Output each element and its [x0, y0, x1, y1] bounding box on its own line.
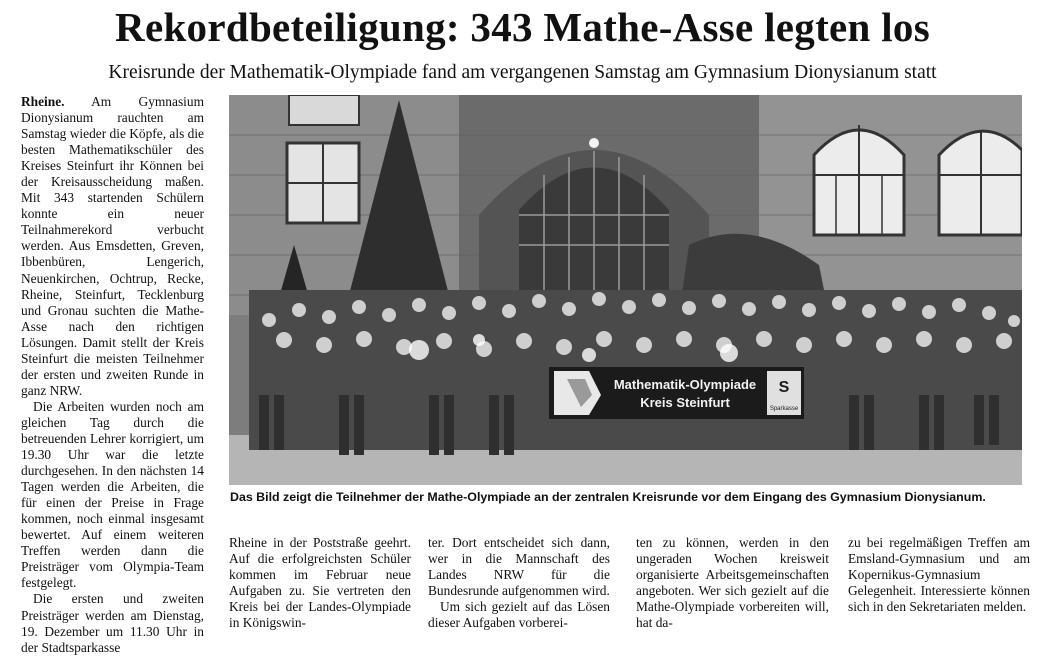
article-column-1 — [21, 94, 204, 656]
subheadline: Kreisrunde der Mathematik-Olympiade fand am vergangenen Samstag am Gymnasium Dionysianum statt — [108, 62, 937, 83]
group-photo — [229, 95, 1022, 485]
paragraph-col2: Rheine in der Poststraße geehrt. Auf die erfolgreichsten Schüler kommen im Februar neue Aufgaben zu. Sie vertreten den Kreis bei der Landes-Olympiade in Königswin- — [229, 535, 411, 631]
article-column-2 — [229, 535, 411, 631]
banner-title: Mathematik-Olympiade — [613, 377, 757, 392]
paragraph-col5: zu bei regelmäßigen Treffen am Emsland-Gymnasium und am Kopernikus-Gymnasium Gelegenheit. Interessierte können sich in den Sekretariaten melden. — [848, 535, 1030, 615]
paragraph-correction: Die Arbeiten wurden noch am gleichen Tag durch die betreuenden Lehrer korrigiert, um 19.30 Uhr war die letzte durchgesehen. In den nächsten 14 Tagen werden die Arbeiten, die für einen der Preise in Frage kommen, noch einmal insgesamt bewertet. Auf einem weiteren Treffen werden dann die Preisträger vom Olympia-Team festgelegt. — [21, 398, 204, 591]
paragraph-col3-b: Um sich gezielt auf das Lösen dieser Aufgaben vorberei- — [428, 599, 610, 631]
svg-text:S: S — [778, 379, 790, 396]
paragraph-intro-text: Am Gymnasium Dionysianum rauchten am Samstag wieder die Köpfe, als die besten Mathematikschüler des Kreises Steinfurt ihr Können bei der Kreisausscheidung maßen. Mit 343 startenden Schülern konnte ein neuer Teilnahmerekord verbucht werden. Aus Emsdetten, Greven, Ibbenbüren, Lengerich, Neuenkirchen, Ochtrup, Recke, Rheine, Steinfurt, Tecklenburg und Gronau suchten die Mathe-Asse nach den richtigen Lösungen. Damit stellt der Kreis Steinfurt die meisten Teilnehmer der ersten und zweiten Runde in ganz NRW. — [21, 94, 204, 398]
article-column-5 — [848, 535, 1030, 615]
article-column-4 — [636, 535, 829, 631]
photo-caption: Das Bild zeigt die Teilnehmer der Mathe-Olympiade an der zentralen Kreisrunde vor dem Eingang des Gymnasium Dionysianum. — [230, 490, 986, 504]
dateline: Rheine. — [21, 94, 65, 109]
headline: Rekordbeteiligung: 343 Mathe-Asse legten los — [115, 4, 930, 50]
banner-sponsor: Sparkasse — [769, 406, 799, 412]
paragraph-award: Die ersten und zweiten Preisträger werden am Dienstag, 19. Dezember um 11.30 Uhr in der Stadtsparkasse — [21, 591, 204, 655]
article-column-3 — [428, 535, 610, 631]
banner-subtitle: Kreis Steinfurt — [640, 395, 730, 410]
paragraph-col4: ten zu können, werden in den ungeraden Wochen kreisweit organisierte Arbeitsgemeinschaften angeboten. Wer sich gezielt auf die Mathe-Olympiade vorbereiten will, hat da- — [636, 535, 829, 631]
paragraph-intro — [21, 94, 204, 399]
paragraph-col3-a: ter. Dort entscheidet sich dann, wer in die Mannschaft des Landes NRW für die Bundesrunde aufgenommen wird. — [428, 535, 610, 599]
